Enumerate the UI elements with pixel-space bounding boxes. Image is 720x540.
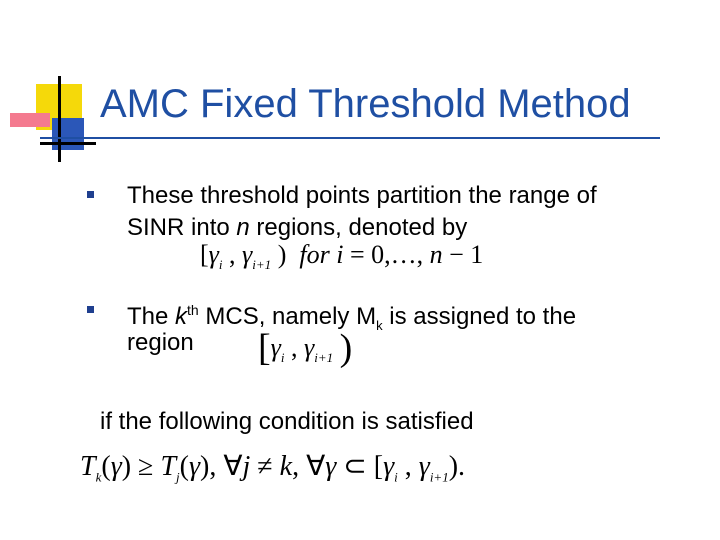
bullet-1-variable-n: n [236, 214, 250, 241]
bullet-1-text-b: regions, denoted by [249, 214, 468, 241]
bullet-2-sub-k: k [376, 317, 383, 333]
bullet-2-text-b: MCS, namely M [198, 303, 377, 330]
bullet-2-k: k [175, 303, 188, 330]
logo-pink-bar [10, 113, 50, 127]
bullet-marker-2 [87, 306, 94, 313]
bullet-2-text-c: is assigned to the [382, 303, 577, 330]
slide-logo-decoration [0, 0, 110, 170]
bullet-1-text-a: SINR into [127, 214, 237, 241]
bullet-1-line-2 [127, 213, 467, 243]
bracket-open: [ [200, 240, 209, 269]
title-underline [40, 137, 660, 139]
condition-text: if the following condition is satisfied [100, 408, 474, 435]
formula-condition: $T_k(\gamma) \ge T_j(\gamma)$, ∀j ≠ k, ∀γ ⊂ [$\gamma_i$ , $\gamma_{i+1}$). [80, 451, 466, 485]
formula-region: [$\gamma_i$ , $\gamma_{i+1}$ ) [258, 327, 353, 369]
bullet-2-text-a: The [127, 303, 176, 330]
slide-title: AMC Fixed Threshold Method [100, 82, 631, 126]
bullet-marker-1 [87, 191, 94, 198]
logo-blue-square [52, 118, 84, 150]
bullet-2-th: th [187, 302, 199, 318]
formula-region-range: [$\gamma_i$ , $\gamma_{i+1}$ ) for i = 0,…, n − 1 [200, 240, 484, 273]
bullet-1-line-1: These threshold points partition the range of [127, 182, 597, 209]
bullet-2-line-2: region [127, 329, 194, 356]
logo-vertical-line [58, 76, 61, 162]
logo-horizontal-line [40, 142, 96, 145]
